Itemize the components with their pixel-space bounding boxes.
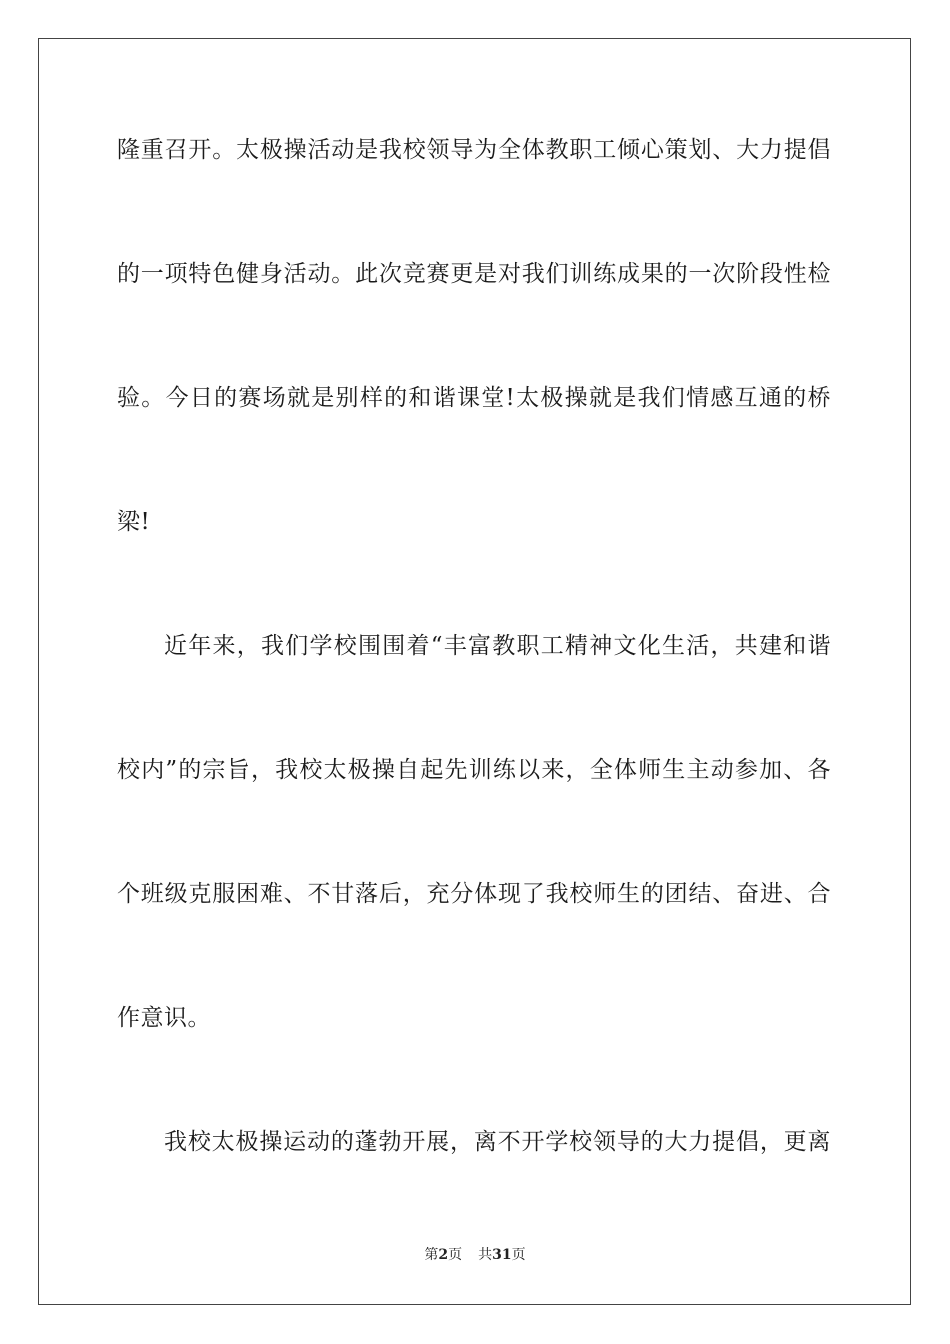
page-prefix: 第 — [424, 1247, 439, 1263]
text-line: 校内”的宗旨，我校太极操自起先训练以来，全体师生主动参加、各 — [117, 757, 831, 783]
text-line: 隆重召开。太极操活动是我校领导为全体教职工倾心策划、大力提倡 — [117, 137, 831, 163]
total-pages: 31 — [492, 1247, 512, 1263]
text-line: 的一项特色健身活动。此次竞赛更是对我们训练成果的一次阶段性检 — [117, 261, 831, 287]
total-suffix: 页 — [511, 1247, 526, 1263]
page-border — [38, 38, 911, 1305]
page-footer — [0, 1246, 950, 1264]
paragraph-first-line: 近年来，我们学校围围着“丰富教职工精神文化生活，共建和谐 — [164, 633, 831, 659]
total-prefix: 共 — [478, 1247, 493, 1263]
text-line: 作意识。 — [117, 1005, 211, 1031]
text-line: 梁! — [117, 509, 151, 535]
page-number: 2 — [438, 1247, 449, 1263]
text-line: 个班级克服困难、不甘落后，充分体现了我校师生的团结、奋进、合 — [117, 881, 831, 907]
paragraph-first-line: 我校太极操运动的蓬勃开展，离不开学校领导的大力提倡，更离 — [164, 1129, 831, 1155]
text-line: 验。今日的赛场就是别样的和谐课堂!太极操就是我们情感互通的桥 — [117, 385, 831, 411]
page-suffix: 页 — [448, 1247, 463, 1263]
